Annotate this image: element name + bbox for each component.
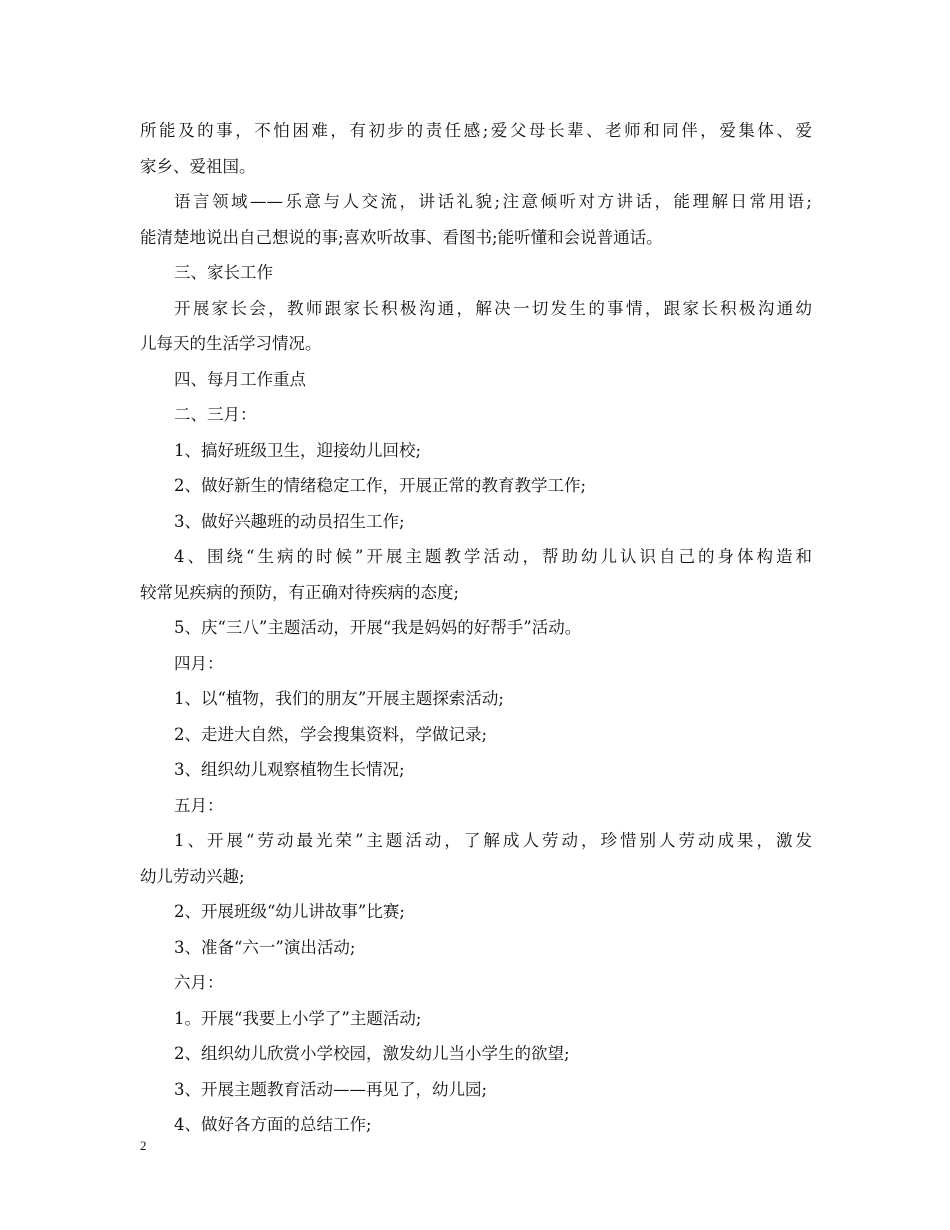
list-item: 4、做好各方面的总结工作;: [174, 1115, 372, 1134]
list-item: 3、做好兴趣班的动员招生工作;: [174, 511, 405, 531]
list-item: 2、开展班级“幼儿讲故事”比赛;: [174, 902, 405, 921]
list-item: 1、搞好班级卫生，迎接幼儿回校;: [174, 440, 422, 460]
paragraph-line: 所能及的事，不怕困难，有初步的责任感;爱父母长辈、老师和同伴，爱集体、爱: [140, 121, 812, 140]
section-heading: 三、家长工作: [174, 263, 273, 282]
list-item: 2、做好新生的情绪稳定工作，开展正常的教育教学工作;: [174, 476, 587, 495]
list-item: 1、开展“劳动最光荣”主题活动，了解成人劳动，珍惜别人劳动成果，激发: [174, 831, 812, 850]
list-item: 4、围绕“生病的时候”开展主题教学活动，帮助幼儿认识自己的身体构造和: [174, 547, 812, 566]
page-number: 2: [140, 1138, 147, 1153]
list-item: 2、组织幼儿欣赏小学校园，激发幼儿当小学生的欲望;: [174, 1044, 570, 1063]
paragraph-line: 语言领域——乐意与人交流，讲话礼貌;注意倾听对方讲话，能理解日常用语;: [174, 192, 812, 211]
list-item: 1。开展“我要上小学了”主题活动;: [174, 1008, 422, 1028]
list-item-continuation: 较常见疾病的预防，有正确对待疾病的态度;: [140, 582, 460, 602]
list-item: 3、准备“六一”演出活动;: [174, 937, 356, 957]
list-item: 5、庆“三八”主题活动，开展“我是妈妈的好帮手”活动。: [174, 618, 582, 637]
paragraph-line: 家乡、爱祖国。: [140, 156, 256, 176]
month-heading: 二、三月：: [174, 405, 257, 424]
list-item: 2、走进大自然，学会搜集资料，学做记录;: [174, 724, 488, 744]
section-heading: 四、每月工作重点: [174, 369, 306, 389]
paragraph-line: 能清楚地说出自己想说的事;喜欢听故事、看图书;能听懂和会说普通话。: [140, 227, 663, 247]
list-item: 1、以“植物，我们的朋友”开展主题探索活动;: [174, 689, 504, 708]
paragraph-line: 儿每天的生活学习情况。: [140, 334, 322, 353]
list-item-continuation: 幼儿劳动兴趣;: [140, 866, 245, 886]
month-heading: 五月：: [174, 795, 224, 815]
paragraph-line: 开展家长会，教师跟家长积极沟通，解决一切发生的事情，跟家长积极沟通幼: [174, 298, 812, 318]
month-heading: 六月：: [174, 973, 224, 992]
body-text: [140, 113, 812, 1143]
list-item: 3、开展主题教育活动——再见了，幼儿园;: [174, 1079, 488, 1099]
month-heading: 四月：: [174, 653, 224, 673]
list-item: 3、组织幼儿观察植物生长情况;: [174, 760, 405, 779]
